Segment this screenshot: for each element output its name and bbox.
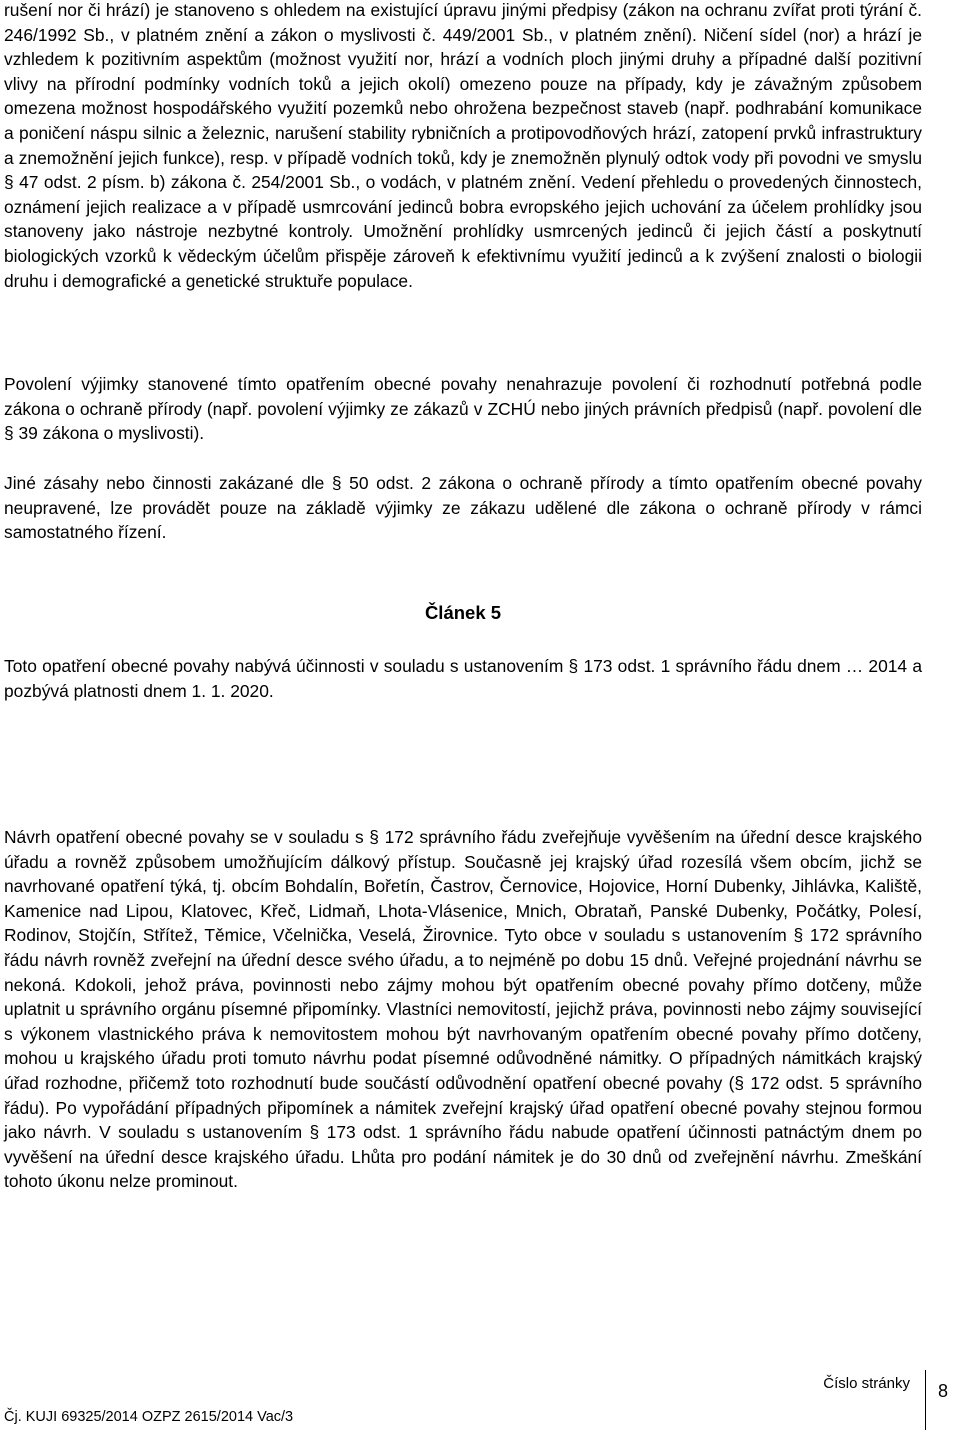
paragraph-effectiveness: Toto opatření obecné povahy nabývá účinnosti v souladu s ustanovením § 173 odst. 1 správního řádu dnem … 2014 a pozbývá platnosti dnem 1. 1. 2020. bbox=[4, 656, 922, 701]
paragraph-exemption-not-replacing-permits: Povolení výjimky stanovené tímto opatřením obecné povahy nenahrazuje povolení či rozhodnutí potřebná podle zákona o ochraně přírody (např. povolení výjimky ze zákazů v ZCHÚ nebo jiných právních předpisů (např. povolení dle § 39 zákona o myslivosti). bbox=[4, 374, 922, 444]
footer-divider bbox=[925, 1370, 926, 1430]
paragraph-other-interventions: Jiné zásahy nebo činnosti zakázané dle § 50 odst. 2 zákona o ochraně přírody a tímto opatřením obecné povahy neupravené, lze provádět pouze na základě výjimky ze zákazu udělené dle zákona o ochraně přírody v rámci samostatného řízení. bbox=[4, 473, 922, 543]
footer-reference-number: Čj. KUJI 69325/2014 OZPZ 2615/2014 Vac/3 bbox=[4, 1409, 294, 1425]
paragraph-draft-publication: Návrh opatření obecné povahy se v souladu s § 172 správního řádu zveřejňuje vyvěšením na úřední desce krajského úřadu a rovněž způsobem umožňujícím dálkový přístup. Současně jej krajský úřad rozesílá všem obcím, jichž se navrhované opatření týká, tj. obcím Bohdalín, Bořetín, Častrov, Černovice, Hojovice, Horní Dubenky, Jihlávka, Kaliště, Kamenice nad Lipou, Klatovec, Křeč, Lidmaň, Lhota-Vlásenice, Mnich, Obrataň, Panské Dubenky, Počátky, Polesí, Rodinov, Stojčín, Střítež, Těmice, Včelnička, Veselá, Žirovnice. Tyto obce v souladu s ustanovením § 172 správního řádu návrh rovněž zveřejní na úřední desce svého úřadu, a to nejméně po dobu 15 dnů. Veřejné projednání návrhu se nekoná. Kdokoli, jehož práva, povinnosti nebo zájmy mohou být opatřením obecné povahy přímo dotčeny, může uplatnit u správního orgánu písemné připomínky. Vlastníci nemovitostí, jejichž práva, povinnosti nebo zájmy související s výkonem vlastnického práva k nemovitostem mohou být navrhovaným opatřením obecné povahy přímo dotčeny, mohou u krajského úřadu proti tomuto návrhu podat písemné odůvodněné námitky. O případných námitkách krajský úřad rozhodne, přičemž toto rozhodnutí bude součástí odůvodnění opatření obecné povahy (§ 172 odst. 5 správního řádu). Po vypořádání případných připomínek a námitek zveřejní krajský úřad opatření obecné povahy stejnou formou jako návrh. V souladu s ustanovením § 173 odst. 1 správního řádu nabude opatření účinnosti patnáctým dnem po vyvěšení na úřední desce krajského úřadu. Lhůta pro podání námitek je do 30 dnů od zveřejnění návrhu. Zmeškání tohoto úkonu nelze prominout. bbox=[4, 827, 922, 1192]
paragraph-beaver-damage-justification: rušení nor či hrází) je stanoveno s ohledem na existující úpravu jinými předpisy (zákon na ochranu zvířat proti týrání č. 246/1992 Sb., v platném znění a zákon o myslivosti č. 449/2001 Sb., v platném znění). Ničení sídel (nor) a hrází je vzhledem k pozitivním aspektům (možnost využití nor, hrází a vodních ploch jinými druhy a případné další pozitivní vlivy na přírodní podmínky vodních toků a jejich okolí) omezeno pouze na případy, kdy je závažným způsobem omezena možnost hospodářského využití pozemků nebo ohrožena bezpečnost staveb (např. podhrabání komunikace a poničení náspu silnic a železnic, narušení stability rybničních a protipovodňových hrází, zatopení prvků infrastruktury a znemožnění jejich funkce), resp. v případě vodních toků, kdy je znemožněn plynulý odtok vody při povodni ve smyslu § 47 odst. 2 písm. b) zákona č. 254/2001 Sb., o vodách, v platném znění. Vedení přehledu o provedených činnostech, oznámení jejich realizace a v případě usmrcování jedinců bobra evropského jejich uchování za účelem prohlídky jsou stanoveny jako nástroje nezbytné kontroly. Umožnění prohlídky usmrcených jedinců či jejich částí a poskytnutí biologických vzorků k vědeckým účelům přispěje zároveň k efektivnímu využití jedinců a k zvýšení znalosti o biologii druhu i demografické a genetické struktuře populace. bbox=[4, 0, 922, 291]
footer-page-label: Číslo stránky bbox=[823, 1375, 910, 1392]
article-heading: Článek 5 bbox=[424, 602, 502, 623]
footer-page-number: 8 bbox=[938, 1381, 949, 1401]
